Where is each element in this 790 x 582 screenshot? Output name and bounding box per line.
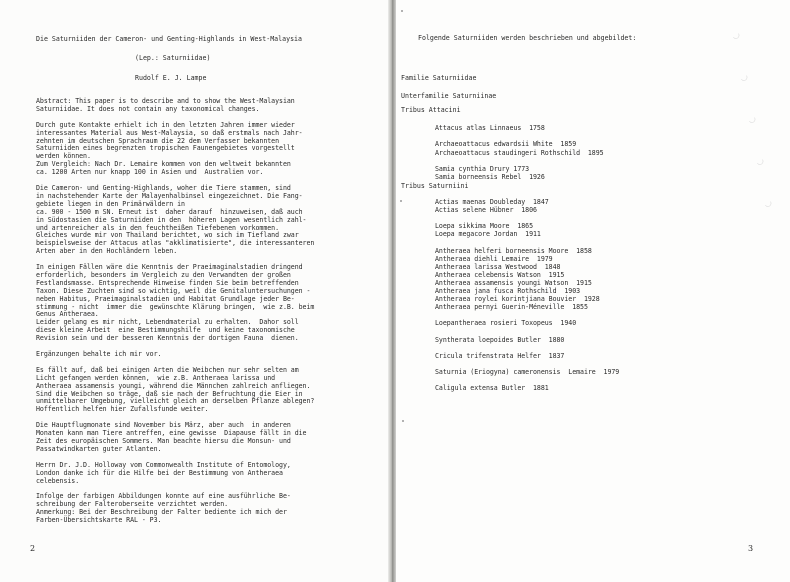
species-entry bbox=[435, 311, 619, 319]
species-entry: Samia borneensis Rebel 1926 bbox=[435, 173, 545, 182]
body-line: Herrn Dr. J.D. Holloway vom Commonwealth Institute of Entomology, bbox=[36, 460, 291, 469]
body-line: Abstract: This paper is to describe and to show the West-Malaysian bbox=[36, 97, 295, 105]
species-entry bbox=[435, 344, 619, 352]
species-entry bbox=[435, 376, 619, 384]
species-entry: Actias maenas Doubleday 1847 bbox=[435, 198, 549, 206]
body-line: In einigen Fällen wäre die Kenntnis der Praeimaginalstadien dringend bbox=[36, 263, 303, 272]
body-line: Revision sein und der besseren Kenntnis der dortigen Fauna dienen. bbox=[36, 334, 299, 343]
body-line: werden können. bbox=[36, 152, 91, 161]
scan-speck bbox=[401, 10, 403, 12]
body-line: Durch gute Kontakte erhielt ich in den letzten Jahren immer wieder bbox=[36, 120, 295, 129]
watermark-mark: ◡ bbox=[730, 29, 743, 42]
species-entry: Cricula trifenstrata Helfer 1837 bbox=[435, 351, 565, 360]
body-line: Infolge der farbigen Abbildungen konnte auf eine ausführliche Be- bbox=[36, 492, 291, 501]
body-line: Sind die Weibchen so träge, daß sie nach der Befruchtung die Eier in bbox=[36, 389, 303, 398]
body-line: neben Habitus, Praeimaginalstadien und Habitat Grundlage jeder Be- bbox=[36, 294, 295, 303]
left-page bbox=[0, 0, 392, 582]
species-entry: Antheraea roylei korintjiana Bouvier 1928 bbox=[435, 295, 600, 304]
body-line: diese kleine Arbeit eine Bestimmungshilfe und keine taxonomische bbox=[36, 326, 295, 335]
body-line: gebiete liegen in den Primärwäldern in bbox=[36, 199, 185, 208]
body-line: Leider gelang es mir nicht, Lebendmaterial zu erhalten. Dahor soll bbox=[36, 318, 299, 327]
body-line: Zeit des europäischen Sommers. Man beachte hiersu die Monsun- und bbox=[36, 436, 291, 445]
body-line: Licht gefangen werden können, wie z.B. Antheraea larissa und bbox=[36, 373, 276, 382]
species-entry: Attacus atlas Linnaeus 1758 bbox=[435, 124, 545, 132]
scan-speck bbox=[402, 420, 404, 422]
watermark-mark: ◡ bbox=[754, 155, 767, 168]
body-line: ca. 1200 Arten nur knapp 100 in Asien und Australien vor. bbox=[36, 168, 264, 177]
tribus-attacini-heading: Tribus Attacini bbox=[401, 106, 461, 114]
body-line: Die Hauptflugmonate sind November bis März, aber auch in anderen bbox=[36, 421, 291, 430]
species-entry bbox=[435, 360, 619, 368]
familie-heading: Familie Saturniidae bbox=[401, 74, 477, 82]
list-intro: Folgende Saturniiden werden beschrieben und abgebildet: bbox=[418, 34, 637, 42]
body-line: Ergänzungen behalte ich mir vor. bbox=[36, 350, 162, 358]
article-title: Die Saturniiden der Cameron- und Genting-Highlands in West-Malaysia bbox=[36, 35, 302, 43]
body-line: Genus Antheraea. bbox=[36, 310, 99, 319]
body-line: beispielsweise der Attacus atlas "akklimatisierte", die interessanteren bbox=[36, 239, 315, 248]
species-entry: Antheraea celebensis Watson 1915 bbox=[435, 270, 565, 279]
body-line: unmittelbarer Umgebung, vielleicht gleich an derselben Pflanze ablegen? bbox=[36, 397, 315, 406]
body-line: Hoffentlich helfen hier Zufallsfunde weiter. bbox=[36, 405, 209, 414]
scan-speck bbox=[400, 200, 402, 202]
page-number-left: 2 bbox=[30, 544, 36, 553]
species-entry: Caligula extensa Butler 1881 bbox=[435, 384, 549, 393]
book-gutter bbox=[388, 0, 396, 582]
body-line: Festlandsmasse. Entsprechende Hinweise finden Sie beim betreffenden bbox=[36, 278, 299, 287]
species-entry: Antheraea assamensis youngi Watson 1915 bbox=[435, 278, 592, 287]
species-entry bbox=[435, 157, 604, 165]
body-line: celebensis. bbox=[36, 476, 80, 485]
body-line: Farben-Übersichtskarte RAL - P3. bbox=[36, 516, 162, 525]
species-entry: Actias selene Hübner 1806 bbox=[435, 206, 537, 215]
body-line: in nachstehender Karte der Malayenhalbinsel eingezeichnet. Die Fang- bbox=[36, 191, 303, 200]
body-line: Passatwindkarten guter Atlanten. bbox=[36, 444, 162, 453]
body-line: in Südostasien die Saturniiden in den höheren Lagen wesentlich zahl- bbox=[36, 215, 307, 224]
body-line: Zum Vergleich: Nach Dr. Lemaire kommen von den weltweit bekannten bbox=[36, 160, 291, 169]
species-entry: Antheraea diehli Lemaire 1979 bbox=[435, 254, 553, 263]
species-entry: Antheraea helferi borneensis Moore 1858 bbox=[435, 246, 592, 255]
body-line: Saturniiden eines begrenzten tropischen Faunengebietes vorgestellt bbox=[36, 144, 295, 153]
species-entry: Syntherata loepoides Butler 1880 bbox=[435, 335, 565, 344]
body-line: Anmerkung: Bei der Beschreibung der Falter bediente ich mich der bbox=[36, 508, 287, 517]
body-line: und artenreicher als in den feuchtheißen Tiefebenen vorkommen. bbox=[36, 223, 280, 232]
species-entry: Samia cynthia Drury 1773 bbox=[435, 165, 530, 174]
unterfamilie-heading: Unterfamilie Saturniinae bbox=[401, 92, 497, 100]
body-line: Taxon. Diese Zuchten sind so wichtig, weil die Genitaluntersuchungen - bbox=[36, 286, 311, 295]
species-entry: Archaeoattacus edwardsii White 1859 bbox=[435, 140, 577, 149]
species-entry: Antheraea jana fusca Rothschild 1903 bbox=[435, 287, 581, 296]
body-line: Antheraea assamensis youngi, während die Männchen zahlreich anfliegen. bbox=[36, 381, 311, 390]
species-entry: Saturnia (Eriogyna) cameronensis Lemaire 1979 bbox=[435, 367, 620, 376]
body-line: schreibung der Falteroberseite verzichtet werden. bbox=[36, 500, 229, 509]
species-entry bbox=[435, 238, 619, 246]
author-name: Rudolf E. J. Lampe bbox=[135, 74, 207, 82]
species-entry: Loepantheraea rosieri Toxopeus 1940 bbox=[435, 319, 577, 328]
species-entry: Archaeoattacus staudingeri Rothschild 1895 bbox=[435, 148, 604, 157]
body-line: London danke ich für die Hilfe bei der Bestimmung von Antheraea bbox=[36, 468, 283, 477]
body-line: Arten aber in den Hochländern leben. bbox=[36, 247, 178, 256]
watermark-mark: ◡ bbox=[746, 113, 759, 126]
right-page bbox=[392, 0, 790, 582]
watermark-mark: ◡ bbox=[738, 71, 751, 84]
body-line: erforderlich, besonders im Vergleich zu den Verwandten der großen bbox=[36, 270, 291, 279]
body-line: Saturniidae. It does not contain any taxonomical changes. bbox=[36, 104, 260, 113]
body-line: interessantes Material aus West-Malaysia, so daß erstmals nach Jahr- bbox=[36, 128, 303, 137]
left-body-text bbox=[36, 98, 314, 525]
species-entry: Loepa megacore Jordan 1911 bbox=[435, 230, 541, 239]
species-entry bbox=[435, 328, 619, 336]
body-line: ca. 900 - 1500 m SN. Erneut ist daher darauf hinzuweisen, daß auch bbox=[36, 207, 303, 216]
watermark-mark: ◡ bbox=[762, 197, 775, 210]
species-entry: Antheraea pernyi Guerin-Méneville 1855 bbox=[435, 303, 588, 312]
species-entry bbox=[435, 214, 619, 222]
tribus-saturniini-heading: Tribus Saturniini bbox=[401, 182, 469, 190]
body-line: zehnten im deutschen Sprachraum die 22 dem Verfasser bekannten bbox=[36, 136, 280, 145]
page-number-right: 3 bbox=[748, 544, 754, 553]
attacini-species-list bbox=[435, 124, 604, 181]
article-subtitle: (Lep.: Saturniidae) bbox=[135, 54, 211, 62]
body-line: Die Cameron- und Genting-Highlands, woher die Tiere stammen, sind bbox=[36, 183, 291, 192]
species-entry: Antheraea larissa Westwood 1848 bbox=[435, 262, 561, 271]
species-entry: Loepa sikkima Moore 1865 bbox=[435, 222, 533, 231]
species-entry bbox=[435, 132, 604, 140]
body-line: Monaten kann man Tiere antreffen, eine gewisse Diapause fällt in die bbox=[36, 429, 307, 438]
body-line: stimmung - nicht immer die gewünschte Klärung bringen, wie z.B. beim bbox=[36, 302, 315, 311]
body-line: Gleiches wurde mir von Thailand berichtet, wo sich im Tiefland zwar bbox=[36, 231, 299, 240]
saturniini-species-list bbox=[435, 198, 619, 392]
body-line: Es fällt auf, daß bei einigen Arten die Weibchen nur sehr selten am bbox=[36, 365, 299, 374]
